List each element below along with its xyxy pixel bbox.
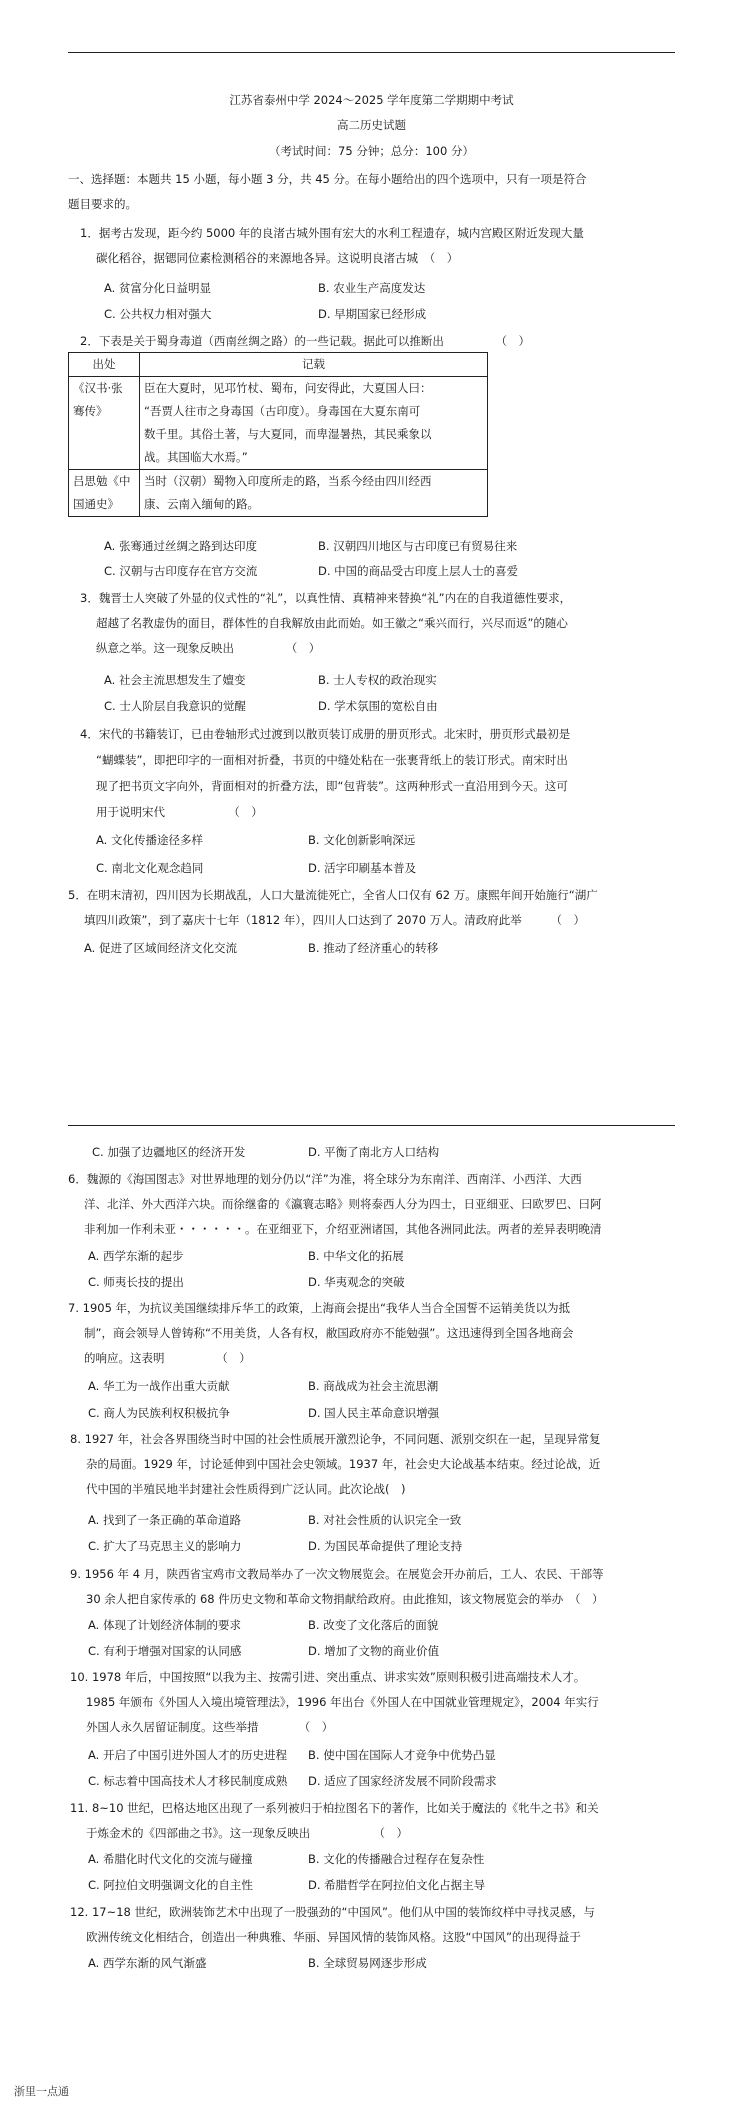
q4-option-b[interactable]: B. 文化创新影响深远 bbox=[308, 833, 416, 847]
q6-line2: 洋、北洋、外大西洋六块。而徐继畬的《瀛寰志略》则将泰西人分为四士，日亚细亚、曰欧罗巴、曰阿 bbox=[84, 1197, 602, 1211]
page-top-rule bbox=[68, 52, 675, 53]
q6-line1: 6．魏源的《海国图志》对世界地理的划分仍以“洋”为准，将全球分为东南洋、西南洋、小西洋、大西 bbox=[68, 1172, 582, 1186]
q4-line4: 用于说明宋代 （ ） bbox=[96, 805, 263, 819]
table-row bbox=[69, 377, 488, 470]
q8-option-a[interactable]: A. 找到了一条正确的革命道路 bbox=[88, 1513, 241, 1527]
record-line: 臣在大夏时，见邛竹杖、蜀布，问安得此，大夏国人曰： bbox=[144, 381, 432, 395]
q2-option-b[interactable]: B. 汉朝四川地区与古印度已有贸易往来 bbox=[318, 539, 518, 553]
q9-option-a[interactable]: A. 体现了计划经济体制的要求 bbox=[88, 1618, 241, 1632]
q10-option-d[interactable]: D. 适应了国家经济发展不同阶段需求 bbox=[308, 1774, 497, 1788]
record-line: 当时（汉朝）蜀物入印度所走的路，当系今经由四川经西 bbox=[144, 474, 432, 488]
q12-line1: 12. 17~18 世纪，欧洲装饰艺术中出现了一股强劲的“中国风”。他们从中国的装饰纹样中寻找灵感，与 bbox=[70, 1905, 595, 1919]
q11-line2: 于炼金术的《四部曲之书》。这一现象反映出 （ ） bbox=[86, 1826, 408, 1840]
q2-option-a[interactable]: A. 张骞通过丝绸之路到达印度 bbox=[104, 539, 257, 553]
q5-line1: 5．在明末清初，四川因为长期战乱，人口大量流徙死亡，全省人口仅有 62 万。康熙年间开始施行“湖广 bbox=[68, 888, 598, 902]
section-intro-line1: 一、选择题：本题共 15 小题，每小题 3 分，共 45 分。在每小题给出的四个选项中，只有一项是符合 bbox=[68, 172, 587, 186]
q1-option-a[interactable]: A. 贫富分化日益明显 bbox=[104, 281, 211, 295]
q4-option-c[interactable]: C. 南北文化观念趋同 bbox=[96, 861, 204, 875]
q6-option-b[interactable]: B. 中华文化的拓展 bbox=[308, 1249, 404, 1263]
q5-option-b[interactable]: B. 推动了经济重心的转移 bbox=[308, 941, 439, 955]
q10-line1: 10. 1978 年后，中国按照“以我为主、按需引进、突出重点、讲求实效”原则积极引进高端技术人才。 bbox=[70, 1670, 586, 1684]
record-line: 战。其国临大水焉。” bbox=[144, 450, 248, 464]
record-line: “吾贾人往市之身毒国（古印度）。身毒国在大夏东南可 bbox=[144, 404, 421, 418]
q1-option-c[interactable]: C. 公共权力相对强大 bbox=[104, 307, 212, 321]
q1-option-d[interactable]: D. 早期国家已经形成 bbox=[318, 307, 427, 321]
q10-line3: 外国人永久居留证制度。这些举措 （ ） bbox=[86, 1720, 334, 1734]
q12-option-b[interactable]: B. 全球贸易网逐步形成 bbox=[308, 1956, 427, 1970]
section-intro-line2: 题目要求的。 bbox=[68, 197, 137, 211]
q11-option-d[interactable]: D. 希腊哲学在阿拉伯文化占据主导 bbox=[308, 1878, 486, 1892]
q7-line2: 制”，商会领导人曾铸称“不用美货，人各有权，敝国政府亦不能勉强”。这迅速得到全国各地商会 bbox=[84, 1326, 574, 1340]
q1-line2: 碳化稻谷，据锶同位素检测稻谷的来源地各异。这说明良渚古城 （ ） bbox=[96, 251, 459, 265]
table-cell-record bbox=[140, 470, 488, 517]
q5-option-a[interactable]: A. 促进了区域间经济文化交流 bbox=[84, 941, 237, 955]
q1-line1: 1．据考古发现，距今约 5000 年的良渚古城外围有宏大的水利工程遗存，城内宫殿区附近发现大量 bbox=[80, 226, 584, 240]
q2-option-d[interactable]: D. 中国的商品受古印度上层人士的喜爱 bbox=[318, 564, 519, 578]
q7-line1: 7. 1905 年，为抗议美国继续排斥华工的政策，上海商会提出“我华人当合全国誓不运销美货以为抵 bbox=[68, 1301, 571, 1315]
table-cell-source bbox=[69, 377, 140, 470]
q9-option-b[interactable]: B. 改变了文化落后的面貌 bbox=[308, 1618, 439, 1632]
source-line: 吕思勉《中 bbox=[73, 474, 131, 488]
q8-option-b[interactable]: B. 对社会性质的认识完全一致 bbox=[308, 1513, 462, 1527]
page-2 bbox=[0, 1125, 743, 2102]
source-line: 国通史》 bbox=[73, 497, 119, 511]
q6-line3: 非利加一作利未亚・・・・・・。在亚细亚下，介绍亚洲诸国，其他各洲同此法。两者的差异表明晚清 bbox=[84, 1222, 602, 1236]
q4-option-d[interactable]: D. 活字印刷基本普及 bbox=[308, 861, 417, 875]
q8-option-d[interactable]: D. 为国民革命提供了理论支持 bbox=[308, 1539, 463, 1553]
q9-option-d[interactable]: D. 增加了文物的商业价值 bbox=[308, 1644, 440, 1658]
table-cell-source bbox=[69, 470, 140, 517]
q2-line1: 2．下表是关于蜀身毒道（西南丝绸之路）的一些记载。据此可以推断出 （ ） bbox=[80, 334, 531, 348]
q9-line2: 30 余人把自家传承的 68 件历史文物和革命文物捐献给政府。由此推知，该文物展览会的举办 （ ） bbox=[86, 1592, 604, 1606]
table-cell-record bbox=[140, 377, 488, 470]
q10-option-a[interactable]: A. 开启了中国引进外国人才的历史进程 bbox=[88, 1748, 287, 1762]
page-top-rule bbox=[68, 1125, 675, 1126]
source-line: 骞传》 bbox=[73, 404, 108, 418]
subject-title: 高二历史试题 bbox=[337, 118, 406, 132]
table-header-record: 记载 bbox=[140, 353, 488, 377]
exam-info: （考试时间：75 分钟；总分：100 分） bbox=[269, 144, 474, 158]
q12-option-a[interactable]: A. 西学东渐的风气渐盛 bbox=[88, 1956, 207, 1970]
record-line: 数千里。其俗土著，与大夏同，而卑湿暑热，其民乘象以 bbox=[144, 427, 432, 441]
q12-line2: 欧洲传统文化相结合，创造出一种典雅、华丽、异国风情的装饰风格。这股“中国风”的出现得益于 bbox=[86, 1930, 581, 1944]
q7-option-a[interactable]: A. 华工为一战作出重大贡献 bbox=[88, 1379, 230, 1393]
q4-option-a[interactable]: A. 文化传播途径多样 bbox=[96, 833, 203, 847]
q8-line3: 代中国的半殖民地半封建社会性质得到广泛认同。此次论战( ) bbox=[86, 1482, 406, 1496]
q3-line1: 3．魏晋士人突破了外显的仪式性的“礼”，以真性情、真精神来替换“礼”内在的自我道德性要求， bbox=[80, 591, 572, 605]
q9-line1: 9. 1956 年 4 月，陕西省宝鸡市文教局举办了一次文物展览会。在展览会开办前后，工人、农民、干部等 bbox=[70, 1567, 604, 1581]
q4-line3: 现了把书页文字向外，背面相对的折叠方法，即“包背装”。这两种形式一直沿用到今天。这可 bbox=[96, 779, 568, 793]
q3-option-d[interactable]: D. 学术氛围的宽松自由 bbox=[318, 699, 438, 713]
q11-option-a[interactable]: A. 希腊化时代文化的交流与碰撞 bbox=[88, 1852, 253, 1866]
table-row bbox=[69, 470, 488, 517]
q10-option-c[interactable]: C. 标志着中国高技术人才移民制度成熟 bbox=[88, 1774, 288, 1788]
q7-line3: 的响应。这表明 （ ） bbox=[84, 1351, 251, 1365]
q6-option-c[interactable]: C. 师夷长技的提出 bbox=[88, 1275, 184, 1289]
records-table bbox=[68, 352, 488, 517]
q11-line1: 11. 8~10 世纪，巴格达地区出现了一系列被归于柏拉图名下的著作，比如关于魔法的《牝牛之书》和关 bbox=[70, 1801, 599, 1815]
q3-option-b[interactable]: B. 士人专权的政治现实 bbox=[318, 673, 437, 687]
record-line: 康、云南入缅甸的路。 bbox=[144, 497, 259, 511]
source-line: 《汉书·张 bbox=[73, 381, 123, 395]
q6-option-a[interactable]: A. 西学东渐的起步 bbox=[88, 1249, 184, 1263]
q4-line2: “蝴蝶装”，即把印字的一面相对折叠，书页的中缝处粘在一张裹背纸上的装订形式。南宋时出 bbox=[96, 753, 568, 767]
q7-option-c[interactable]: C. 商人为民族利权积极抗争 bbox=[88, 1406, 230, 1420]
q5-option-d[interactable]: D. 平衡了南北方人口结构 bbox=[308, 1145, 440, 1159]
q9-option-c[interactable]: C. 有利于增强对国家的认同感 bbox=[88, 1644, 242, 1658]
school-title: 江苏省泰州中学 2024～2025 学年度第二学期期中考试 bbox=[229, 93, 514, 107]
q10-line2: 1985 年颁布《外国人入境出境管理法》，1996 年出台《外国人在中国就业管理规定》，2004 年实行 bbox=[86, 1695, 599, 1709]
q3-option-a[interactable]: A. 社会主流思想发生了嬗变 bbox=[104, 673, 246, 687]
q5-option-c[interactable]: C. 加强了边疆地区的经济开发 bbox=[92, 1145, 246, 1159]
q1-option-b[interactable]: B. 农业生产高度发达 bbox=[318, 281, 426, 295]
q4-line1: 4．宋代的书籍装订，已由卷轴形式过渡到以散页装订成册的册页形式。北宋时，册页形式最初是 bbox=[80, 727, 571, 741]
q10-option-b[interactable]: B. 使中国在国际人才竞争中优势凸显 bbox=[308, 1748, 496, 1762]
q11-option-b[interactable]: B. 文化的传播融合过程存在复杂性 bbox=[308, 1852, 485, 1866]
table-header-source: 出处 bbox=[69, 353, 140, 377]
q5-line2: 填四川政策”，到了嘉庆十七年（1812 年），四川人口达到了 2070 万人。清政府此举 （ ） bbox=[84, 913, 585, 927]
table-header-row bbox=[69, 353, 488, 377]
q3-option-c[interactable]: C. 士人阶层自我意识的觉醒 bbox=[104, 699, 246, 713]
q8-option-c[interactable]: C. 扩大了马克思主义的影响力 bbox=[88, 1539, 242, 1553]
q7-option-d[interactable]: D. 国人民主革命意识增强 bbox=[308, 1406, 440, 1420]
q3-line3: 纵意之举。这一现象反映出 （ ） bbox=[96, 641, 321, 655]
q11-option-c[interactable]: C. 阿拉伯文明强调文化的自主性 bbox=[88, 1878, 253, 1892]
q7-option-b[interactable]: B. 商战成为社会主流思潮 bbox=[308, 1379, 439, 1393]
q6-option-d[interactable]: D. 华夷观念的突破 bbox=[308, 1275, 405, 1289]
q2-option-c[interactable]: C. 汉朝与古印度存在官方交流 bbox=[104, 564, 258, 578]
q3-line2: 超越了名教虚伪的面目，群体性的自我解放由此而始。如王徽之“乘兴而行，兴尽而返”的随心 bbox=[96, 616, 568, 630]
footer-watermark: 浙里一点通 bbox=[14, 2085, 69, 2098]
q8-line1: 8. 1927 年，社会各界围绕当时中国的社会性质展开激烈论争，不同问题、派别交织在一起，呈现异常复 bbox=[70, 1432, 601, 1446]
q8-line2: 杂的局面。1929 年，讨论延伸到中国社会史领域。1937 年，社会史大论战基本结束。经过论战，近 bbox=[86, 1457, 601, 1471]
